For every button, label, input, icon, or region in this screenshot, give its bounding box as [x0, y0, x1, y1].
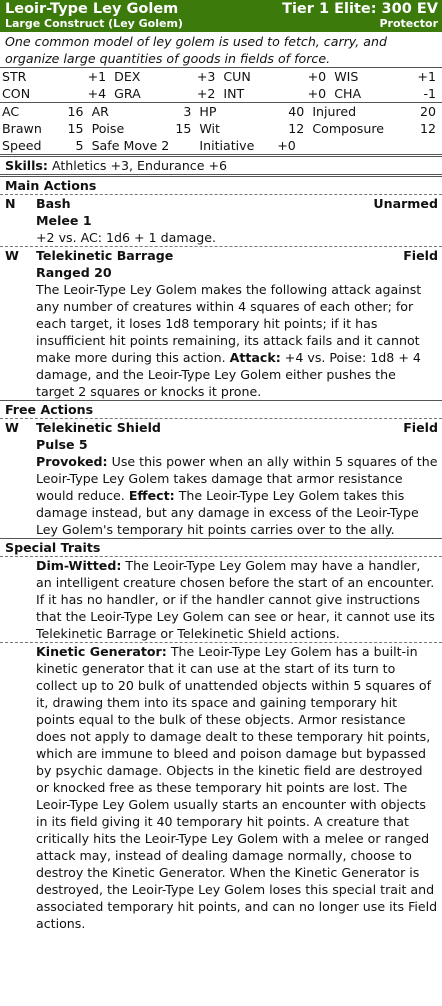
trait-name: Kinetic Generator:	[36, 644, 167, 659]
stat-label: Brawn	[2, 121, 42, 136]
trait-text: The Leoir-Type Ley Golem may have a handler, an intelligent creature chosen before the start of an encounter. If it has no handler, or if the handler cannot give instructions that the Leoir-Type Ley Golem can see or hear, it cannot use its Telekinetic Barrage or Telekinetic Shield actions.	[36, 558, 435, 641]
stat-label: Safe Move 2	[91, 138, 170, 153]
action-keyword: Field	[403, 420, 438, 435]
action-telekinetic-shield	[0, 418, 442, 538]
trait-dim-witted	[0, 556, 442, 642]
action-bash	[0, 194, 442, 246]
stat-value: -1	[423, 86, 436, 101]
stat-label: GRA	[114, 86, 141, 101]
stat-value: 15	[175, 121, 192, 136]
stat-value: +1	[87, 69, 107, 84]
stat-label: STR	[2, 69, 27, 84]
action-name: Bash	[36, 196, 71, 211]
statblock-header	[0, 0, 442, 32]
stat-value: +0	[307, 86, 327, 101]
derived-row	[0, 120, 442, 137]
stat-value: 40	[288, 104, 305, 119]
creature-type: Large Construct (Ley Golem)	[5, 17, 183, 30]
creature-role: Protector	[379, 17, 438, 30]
action-text: +2 vs. AC: 1d6 + 1 damage.	[36, 230, 217, 245]
trait-name: Dim-Witted:	[36, 558, 122, 573]
stat-value: 15	[67, 121, 84, 136]
stat-label: AC	[2, 104, 20, 119]
stat-label: CON	[2, 86, 31, 101]
stat-label: HP	[199, 104, 217, 119]
action-range: Ranged 20	[36, 265, 112, 280]
stat-value: +0	[307, 69, 327, 84]
stat-value: +1	[417, 69, 436, 84]
derived-row	[0, 103, 442, 121]
stat-label: Poise	[91, 121, 125, 136]
action-tag: W	[5, 248, 19, 263]
stat-label: Initiative	[199, 138, 255, 153]
action-range: Pulse 5	[36, 437, 88, 452]
stat-label: INT	[223, 86, 245, 101]
creature-tier: Tier 1 Elite: 300 EV	[282, 1, 438, 17]
stat-value: +0	[277, 138, 296, 153]
ability-table	[0, 67, 442, 102]
action-name: Telekinetic Shield	[36, 420, 161, 435]
action-telekinetic-barrage	[0, 246, 442, 400]
stat-label: CHA	[334, 86, 362, 101]
stat-value: 12	[288, 121, 305, 136]
stat-label: DEX	[114, 69, 141, 84]
ability-row	[0, 85, 442, 102]
ability-row	[0, 68, 442, 86]
skills-label: Skills:	[5, 158, 48, 173]
stat-label: Wit	[199, 121, 220, 136]
trait-text: The Leoir-Type Ley Golem has a built-in kinetic generator that it can use at the start of its turn to collect up to 20 bulk of unattended objects within 5 squares of it, drawing them into its space and gaining temporary hit points equal to the bulk of these objects. Armor resistance does not apply to damage dealt to these temporary hit points, which are immune to bleed and poison damage but bypassed by psychic damage. Objects in the kinetic field are destroyed or knocked free as these temporary hit points are lost. The Leoir-Type Ley Golem usually starts an encounter with objects in its field giving it 40 temporary hit points. A creature that critically hits the Leoir-Type Ley Golem with a melee or ranged attack may, instead of dealing damage normally, choose to destroy the Kinetic Generator. When the Kinetic Generator is destroyed, the Leoir-Type Ley Golem loses this special trait and associated temporary hit points, and can no longer use its Field actions.	[36, 644, 438, 931]
stat-label: CUN	[223, 69, 251, 84]
special-traits-heading: Special Traits	[0, 538, 442, 556]
action-text-part: The Leoir-Type Ley Golem takes this damage instead, but any damage in excess of the Leoir-Type Ley Golem's temporary hit points carries over to the ally.	[36, 488, 419, 537]
action-keyword: Field	[403, 248, 438, 263]
main-actions-heading: Main Actions	[0, 174, 442, 194]
derived-table	[0, 102, 442, 154]
action-name: Telekinetic Barrage	[36, 248, 174, 263]
action-range: Melee 1	[36, 213, 92, 228]
flavor-text: One common model of ley golem is used to fetch, carry, and organize large quantities of goods in fields of force.	[5, 34, 387, 66]
action-text	[36, 281, 438, 400]
stat-value: +3	[196, 69, 216, 84]
action-text	[36, 453, 438, 538]
attack-label: Attack:	[229, 350, 281, 365]
skills-text: Athletics +3, Endurance +6	[51, 158, 228, 173]
stat-value: 20	[419, 104, 436, 119]
action-text-part: +4 vs. Poise: 1d8 + 4 damage, and the Leoir-Type Ley Golem either pushes the target 2 squares or knocks it prone.	[36, 350, 421, 399]
action-tag: N	[5, 196, 16, 211]
stat-label: WIS	[334, 69, 359, 84]
effect-label: Effect:	[128, 488, 175, 503]
stat-label: AR	[91, 104, 109, 119]
trait-kinetic-generator	[0, 642, 442, 932]
stat-value: +2	[196, 86, 216, 101]
free-actions-heading: Free Actions	[0, 400, 442, 418]
stat-label: Speed	[2, 138, 42, 153]
stat-value: 5	[75, 138, 84, 153]
creature-name: Leoir-Type Ley Golem	[5, 1, 179, 17]
action-text-part: The Leoir-Type Ley Golem makes the following attack against any number of creatures within 4 squares of each other; for each target, it loses 1d8 temporary hit points; if it has insufficient hit points remaining, its attack fails and it cannot make more during this action.	[36, 282, 422, 365]
action-keyword: Unarmed	[373, 196, 438, 211]
stat-value: 3	[183, 104, 192, 119]
action-text-part: Use this power when an ally within 5 squares of the Leoir-Type Ley Golem takes damage that armor resistance would reduce.	[36, 454, 438, 503]
provoked-label: Provoked:	[36, 454, 108, 469]
stat-label: Composure	[312, 121, 384, 136]
stat-value: +4	[87, 86, 107, 101]
action-tag: W	[5, 420, 19, 435]
skills-line	[0, 154, 442, 174]
stat-value: 16	[67, 104, 84, 119]
derived-row	[0, 137, 442, 154]
stat-label: Injured	[312, 104, 357, 119]
stat-value: 12	[419, 121, 436, 136]
